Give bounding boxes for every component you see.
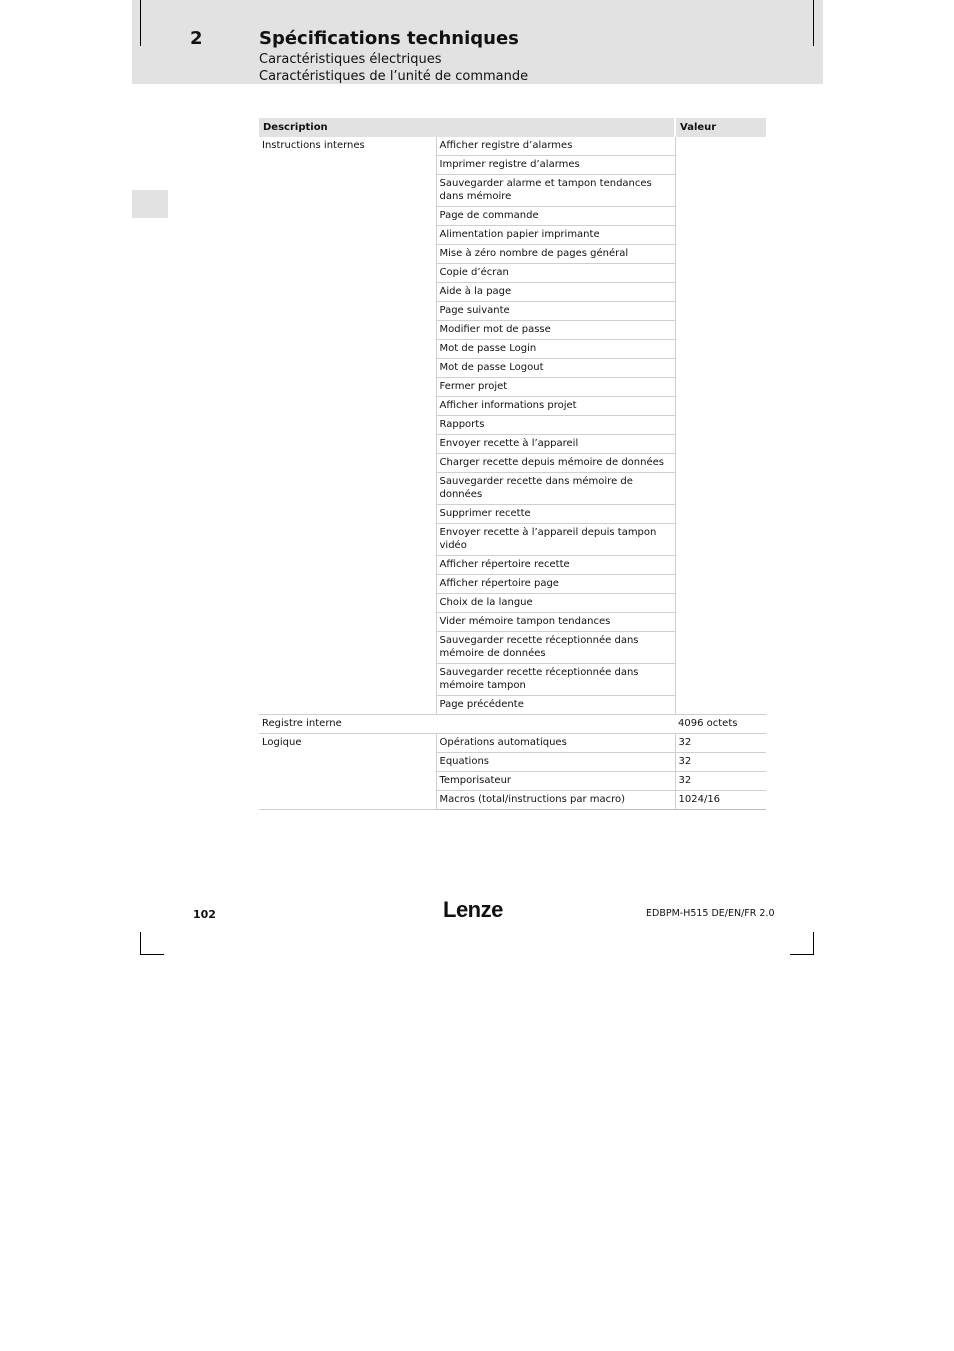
- instruction-item: Rapports: [436, 416, 675, 435]
- chapter-side-tab: [132, 190, 168, 218]
- table-row: [259, 137, 766, 156]
- row-label-internal-register: Registre interne: [259, 715, 675, 734]
- crop-mark-top-left: [140, 0, 141, 46]
- page-number: 102: [193, 908, 216, 921]
- chapter-title: Spécifications techniques: [259, 28, 519, 49]
- instruction-item: Copie d’écran: [436, 264, 675, 283]
- instruction-item: Imprimer registre d’alarmes: [436, 156, 675, 175]
- instruction-item: Envoyer recette à l’appareil: [436, 435, 675, 454]
- logic-value: 32: [675, 753, 766, 772]
- instruction-item: Envoyer recette à l’appareil depuis tampon vidéo: [436, 524, 675, 556]
- internal-register-value: 4096 octets: [675, 715, 766, 734]
- instruction-item: Sauvegarder recette réceptionnée dans mémoire de données: [436, 632, 675, 664]
- instruction-item: Choix de la langue: [436, 594, 675, 613]
- logic-item: Temporisateur: [436, 772, 675, 791]
- instruction-item: Fermer projet: [436, 378, 675, 397]
- crop-mark-bottom-right-v: [813, 932, 814, 955]
- crop-mark-bottom-left-h: [140, 954, 164, 955]
- instruction-item: Page précédente: [436, 696, 675, 715]
- row-label-logic: Logique: [259, 734, 436, 810]
- row-label-internal-instructions: Instructions internes: [259, 137, 436, 715]
- instruction-item: Sauvegarder recette dans mémoire de données: [436, 473, 675, 505]
- table-row: [259, 734, 766, 753]
- chapter-number: 2: [190, 28, 203, 49]
- instruction-item: Page suivante: [436, 302, 675, 321]
- crop-mark-top-right: [813, 0, 814, 46]
- instruction-item: Vider mémoire tampon tendances: [436, 613, 675, 632]
- instruction-item: Afficher répertoire page: [436, 575, 675, 594]
- instruction-item: Modifier mot de passe: [436, 321, 675, 340]
- logic-value: 1024/16: [675, 791, 766, 810]
- column-header-description: Description: [259, 118, 675, 137]
- instruction-item: Charger recette depuis mémoire de données: [436, 454, 675, 473]
- logic-value: 32: [675, 772, 766, 791]
- logic-item: Equations: [436, 753, 675, 772]
- spec-table: [259, 118, 766, 810]
- subtitle-control-unit: Caractéristiques de l’unité de commande: [259, 69, 529, 84]
- logic-value: 32: [675, 734, 766, 753]
- crop-mark-bottom-right-h: [790, 954, 814, 955]
- table-row: [259, 715, 766, 734]
- instruction-item: Afficher registre d’alarmes: [436, 137, 675, 156]
- instruction-item: Supprimer recette: [436, 505, 675, 524]
- instruction-item: Alimentation papier imprimante: [436, 226, 675, 245]
- instruction-item: Page de commande: [436, 207, 675, 226]
- instruction-item: Sauvegarder recette réceptionnée dans mémoire tampon: [436, 664, 675, 696]
- table-body: [259, 137, 766, 810]
- instruction-item: Afficher informations projet: [436, 397, 675, 416]
- instruction-item: Mise à zéro nombre de pages général: [436, 245, 675, 264]
- table-header-row: [259, 118, 766, 137]
- lenze-logo: Lenze: [443, 897, 503, 922]
- value-cell-empty: [675, 137, 766, 715]
- instruction-item: Mot de passe Logout: [436, 359, 675, 378]
- column-header-value: Valeur: [675, 118, 766, 137]
- instruction-item: Mot de passe Login: [436, 340, 675, 359]
- instruction-item: Aide à la page: [436, 283, 675, 302]
- crop-mark-bottom-left-v: [140, 932, 141, 955]
- logic-item: Opérations automatiques: [436, 734, 675, 753]
- instruction-item: Afficher répertoire recette: [436, 556, 675, 575]
- document-id: EDBPM-H515 DE/EN/FR 2.0: [646, 908, 775, 919]
- logic-item: Macros (total/instructions par macro): [436, 791, 675, 810]
- instruction-item: Sauvegarder alarme et tampon tendances dans mémoire: [436, 175, 675, 207]
- subtitle-electrical: Caractéristiques électriques: [259, 52, 442, 67]
